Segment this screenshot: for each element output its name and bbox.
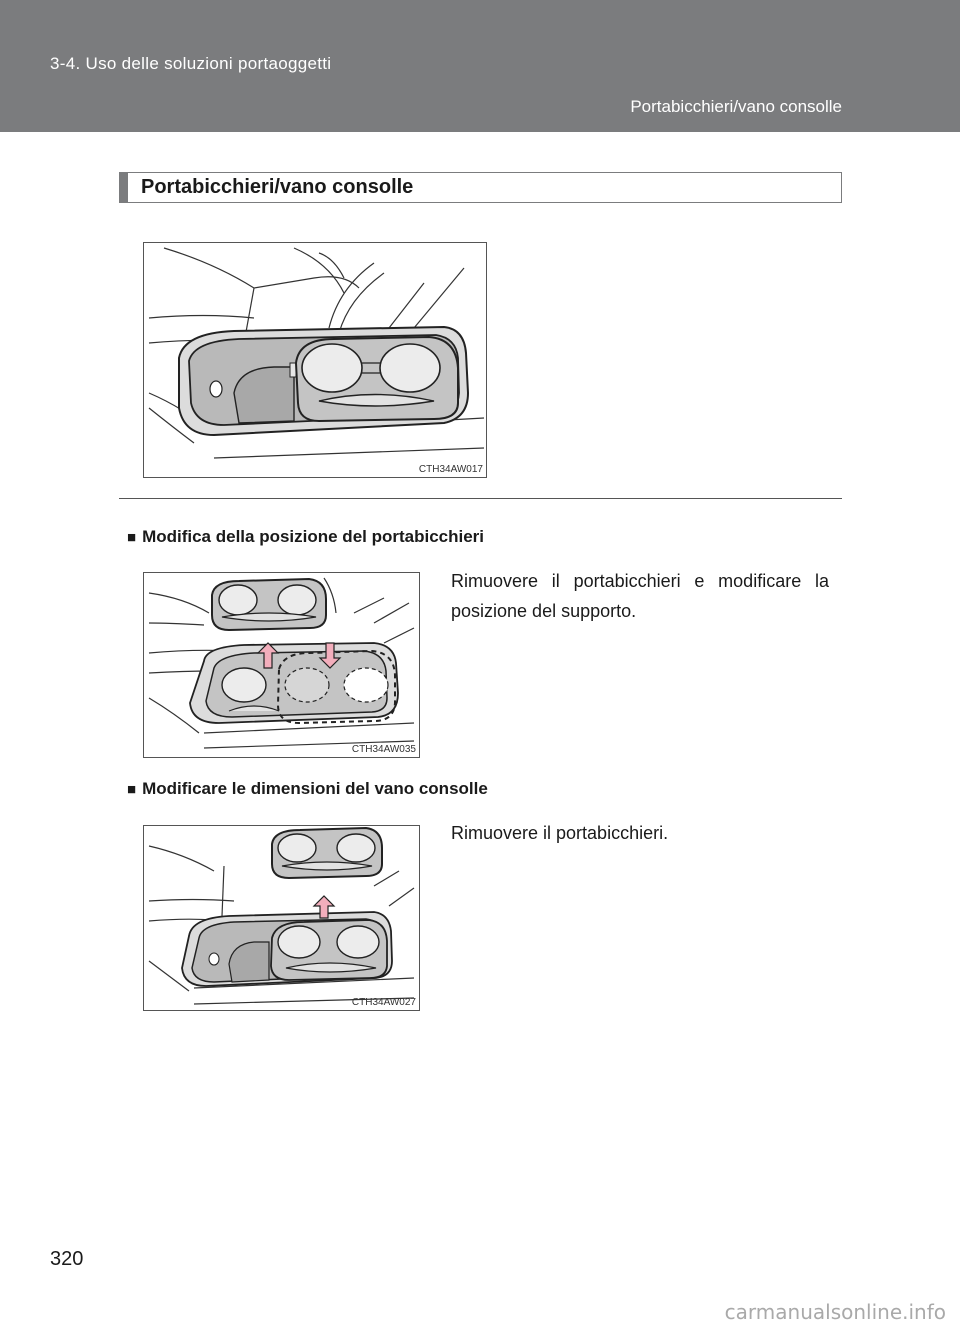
instruction-text-resize: Rimuovere il portabicchieri. <box>451 823 669 843</box>
instruction-text-reposition: Rimuovere il portabicchieri e modificare la posizione del supporto. <box>451 571 829 621</box>
title-accent <box>120 173 128 202</box>
figure-code: CTH34AW017 <box>418 464 483 475</box>
subsection-title: Portabicchieri/vano consolle <box>630 97 842 116</box>
console-resize-illustration <box>144 826 419 1010</box>
figure-code: CTH34AW035 <box>351 744 416 755</box>
figure-console-resize <box>143 825 420 1011</box>
page-title-bar <box>119 172 842 203</box>
watermark: carmanualsonline.info <box>724 1300 946 1324</box>
page-header <box>0 0 960 132</box>
subheading-text: Modifica della posizione del portabicchieri <box>142 527 485 546</box>
subheading-cupholder-position <box>127 527 484 547</box>
section-divider <box>119 498 842 499</box>
square-bullet-icon: ■ <box>127 529 137 546</box>
figure-console-overview <box>143 242 487 478</box>
section-title: 3-4. Uso delle soluzioni portaoggetti <box>50 54 332 73</box>
page-number: 320 <box>50 1248 84 1270</box>
figure-cupholder-reposition <box>143 572 420 758</box>
figure-code: CTH34AW027 <box>351 997 416 1008</box>
subheading-console-size <box>127 779 488 799</box>
console-overview-illustration <box>144 243 486 477</box>
square-bullet-icon: ■ <box>127 781 137 798</box>
cupholder-reposition-illustration <box>144 573 419 757</box>
subheading-text: Modificare le dimensioni del vano consolle <box>142 779 488 798</box>
page-title: Portabicchieri/vano consolle <box>141 176 414 198</box>
